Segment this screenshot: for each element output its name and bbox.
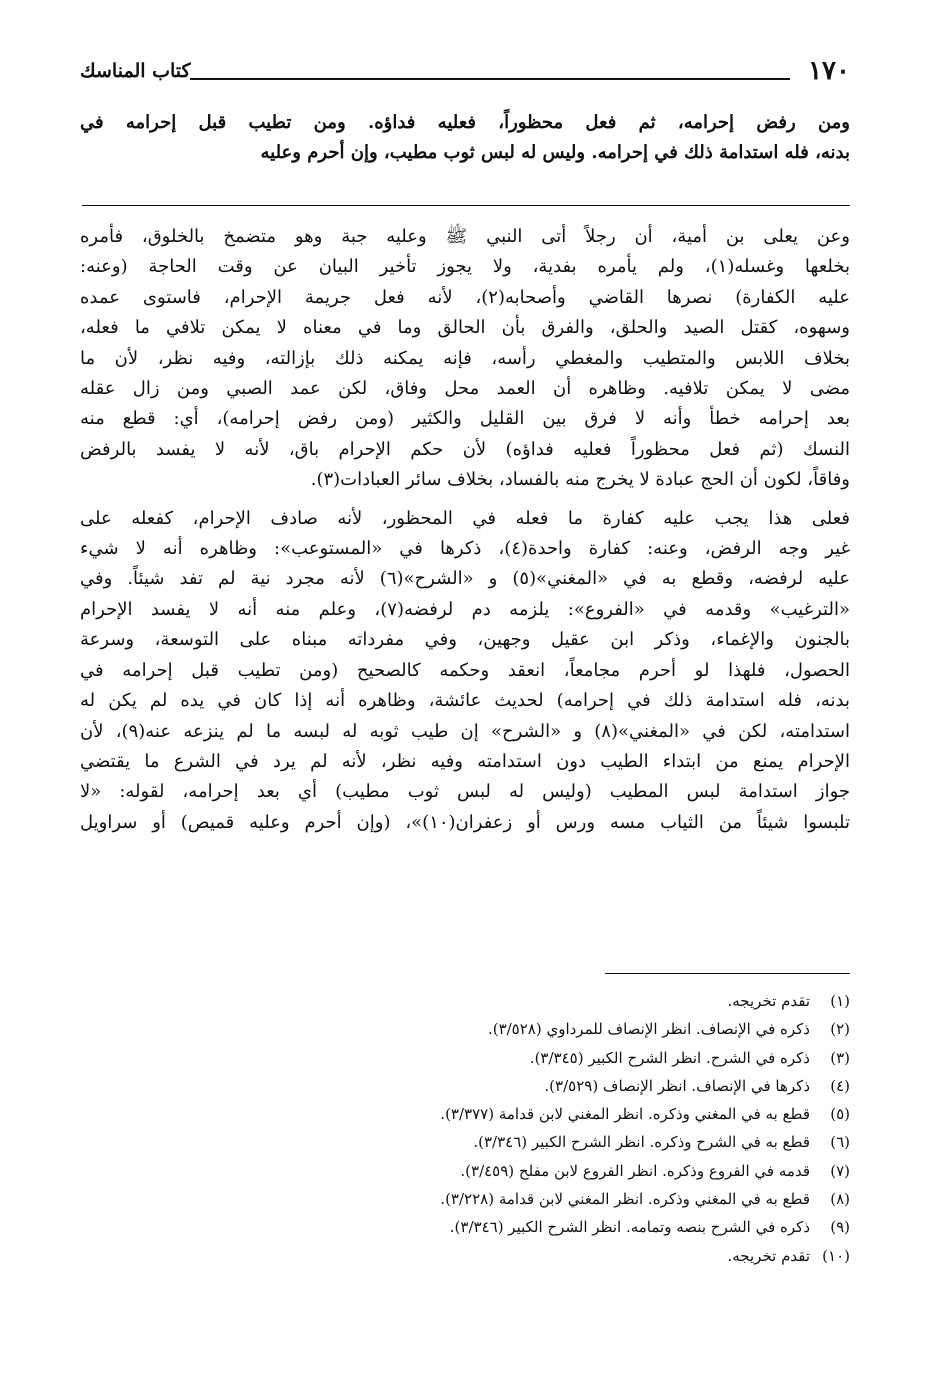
- commentary-line: عليه الكفارة) نصرها القاضي وأصحابه(٢)، لأنه فعل جريمة الإحرام، فاستوى عمده: [80, 286, 850, 308]
- commentary-line: بدنه، فله استدامة ذلك في إحرامه) لحديث عائشة، وظاهره أنه إذا كان في يده لم يكن له: [80, 690, 850, 712]
- commentary-paragraph: [80, 222, 850, 496]
- commentary-line: بخلاف اللابس والمتطيب والمغطي رأسه، فإنه يمكنه ذلك بإزالته، وفيه نظر، لأن ما: [80, 347, 850, 369]
- footnote: [80, 1185, 850, 1213]
- matn-line: ومن رفض إحرامه، ثم فعل محظوراً، فعليه فداؤه. ومن تطيب قبل إحرامه في: [80, 112, 850, 133]
- footnote: [80, 1044, 850, 1072]
- footnote-text: تقدم تخريجه.: [727, 1246, 810, 1265]
- footnote-number: (١): [830, 992, 850, 1010]
- footnote-number: (٤): [830, 1076, 850, 1095]
- footnote-number: (٢): [830, 1020, 850, 1039]
- footnote-text: ذكره في الإنصاف. انظر الإنصاف للمرداوي (٣/٥٢٨).: [487, 1020, 810, 1039]
- commentary-line: بخلعها وغسله(١)، ولم يأمره بفدية، ولا يجوز تأخير البيان عن وقت الحاجة (وعنه:: [80, 256, 850, 278]
- commentary-line: الإحرام يمنع من ابتداء الطيب دون استدامته وفيه نظر، لأنه لم يرد في الشرع ما يقتضي: [80, 750, 850, 772]
- footnote: [80, 1128, 850, 1156]
- book-title: كتاب المناسك: [80, 60, 191, 82]
- footnote: [80, 1072, 850, 1100]
- footnote: [80, 1242, 850, 1270]
- commentary-line: وسهوه، كقتل الصيد والحلق، والفرق بأن الحالق وما في معناه لا يمكن تلافي ما فعله،: [80, 317, 850, 339]
- footnote-text: قدمه في الفروع وذكره. انظر الفروع لابن مفلح (٣/٤٥٩).: [460, 1161, 810, 1180]
- footnote-text: قطع به في المغني وذكره. انظر المغني لابن قدامة (٣/٢٢٨).: [440, 1190, 810, 1209]
- footnote-text: ذكرها في الإنصاف. انظر الإنصاف (٣/٥٢٩).: [544, 1076, 810, 1095]
- commentary-line: جواز استدامة لبس المطيب (وليس له لبس ثوب مطيب) أي بعد إحرامه، لقوله: «لا: [80, 781, 850, 803]
- footnote-number: (٧): [830, 1161, 850, 1180]
- commentary-line: مضى لا يمكن تلافيه. وظاهره أن العمد محل وفاق، لكن عمد الصبي ومن زال عقله: [80, 378, 850, 400]
- footnote-number: (٥): [830, 1105, 850, 1124]
- page-header: [80, 52, 850, 86]
- footnote-number: (٣): [830, 1048, 850, 1067]
- footnote-number: (٦): [830, 1133, 850, 1152]
- commentary-line: فعلى هذا يجب عليه كفارة ما فعله في المحظور، لأنه صادف الإحرام، كفعله على: [80, 507, 850, 529]
- footnote: [80, 1015, 850, 1043]
- commentary-line: غير وجه الرفض، وعنه: كفارة واحدة(٤)، ذكرها في «المستوعب»: وظاهره أنه لا شيء: [80, 538, 850, 560]
- commentary-text: [80, 222, 850, 846]
- footnote-number: (١٠): [822, 1246, 850, 1265]
- footnote-divider: [605, 973, 850, 974]
- matn-text: [80, 108, 850, 169]
- page-number: ١٧٠: [808, 56, 850, 86]
- footnote: [80, 1100, 850, 1128]
- commentary-line: عليه لرفضه، وقطع به في «المغني»(٥) و «الشرح»(٦) لأنه مجرد نية لم تفد شيئاً. وفي: [80, 568, 850, 590]
- commentary-paragraph: [80, 504, 850, 838]
- commentary-line: النسك (ثم فعل محظوراً فعليه فداؤه) لأن حكم الإحرام باق، لأنه لا يفسد بالرفض: [80, 438, 850, 460]
- footnotes: [80, 987, 850, 1270]
- commentary-line: الحصول، فلهذا لو أحرم مجامعاً، انعقد وحكمه كالصحيح (ومن تطيب قبل إحرامه في: [80, 659, 850, 681]
- header-rule: [190, 78, 790, 80]
- commentary-line: «الترغيب» وقدمه في «الفروع»: يلزمه دم لرفضه(٧)، وعلم منه أنه لا يفسد الإحرام: [80, 598, 850, 620]
- commentary-line: تلبسوا شيئاً من الثياب مسه ورس أو زعفران(١٠)»، (وإن أحرم وعليه قميص) أو سراويل: [80, 811, 850, 833]
- commentary-line: بالجنون والإغماء، وذكر ابن عقيل وجهين، وفي مفرداته مبناه على التوسعة، وسرعة: [80, 629, 850, 651]
- commentary-line: استدامته، لكن في «المغني»(٨) و «الشرح» إن طيب ثوبه له لبسه ما لم ينزعه عنه(٩)، لأن: [80, 720, 850, 742]
- matn-divider: [82, 205, 850, 206]
- matn-line: بدنه، فله استدامة ذلك في إحرامه. وليس له لبس ثوب مطيب، وإن أحرم وعليه: [260, 142, 850, 164]
- commentary-line: بعد إحرامه خطأ وأنه لا فرق بين القليل والكثير (ومن رفض إحرامه)، أي: قطع منه: [80, 408, 850, 430]
- footnote-text: ذكره في الشرح. انظر الشرح الكبير (٣/٣٤٥).: [529, 1048, 810, 1067]
- footnote-text: قطع به في الشرح وذكره. انظر الشرح الكبير (٣/٣٤٦).: [473, 1133, 810, 1152]
- footnote-number: (٨): [830, 1190, 850, 1209]
- footnote: [80, 1213, 850, 1241]
- commentary-line: وعن يعلى بن أمية، أن رجلاً أتى النبي ﷺ وعليه جبة وهو متضمخ بالخلوق، فأمره: [80, 226, 850, 247]
- footnote-text: ذكره في الشرح بنصه وتمامه. انظر الشرح الكبير (٣/٣٤٦).: [449, 1218, 810, 1237]
- commentary-line: وفاقاً، لكون أن الحج عبادة لا يخرج منه بالفساد، بخلاف سائر العبادات(٣).: [310, 469, 850, 491]
- footnote-number: (٩): [830, 1218, 850, 1237]
- footnote-text: تقدم تخريجه.: [727, 992, 810, 1010]
- footnote-text: قطع به في المغني وذكره. انظر المغني لابن قدامة (٣/٣٧٧).: [440, 1105, 810, 1124]
- footnote: [80, 987, 850, 1015]
- footnote: [80, 1157, 850, 1185]
